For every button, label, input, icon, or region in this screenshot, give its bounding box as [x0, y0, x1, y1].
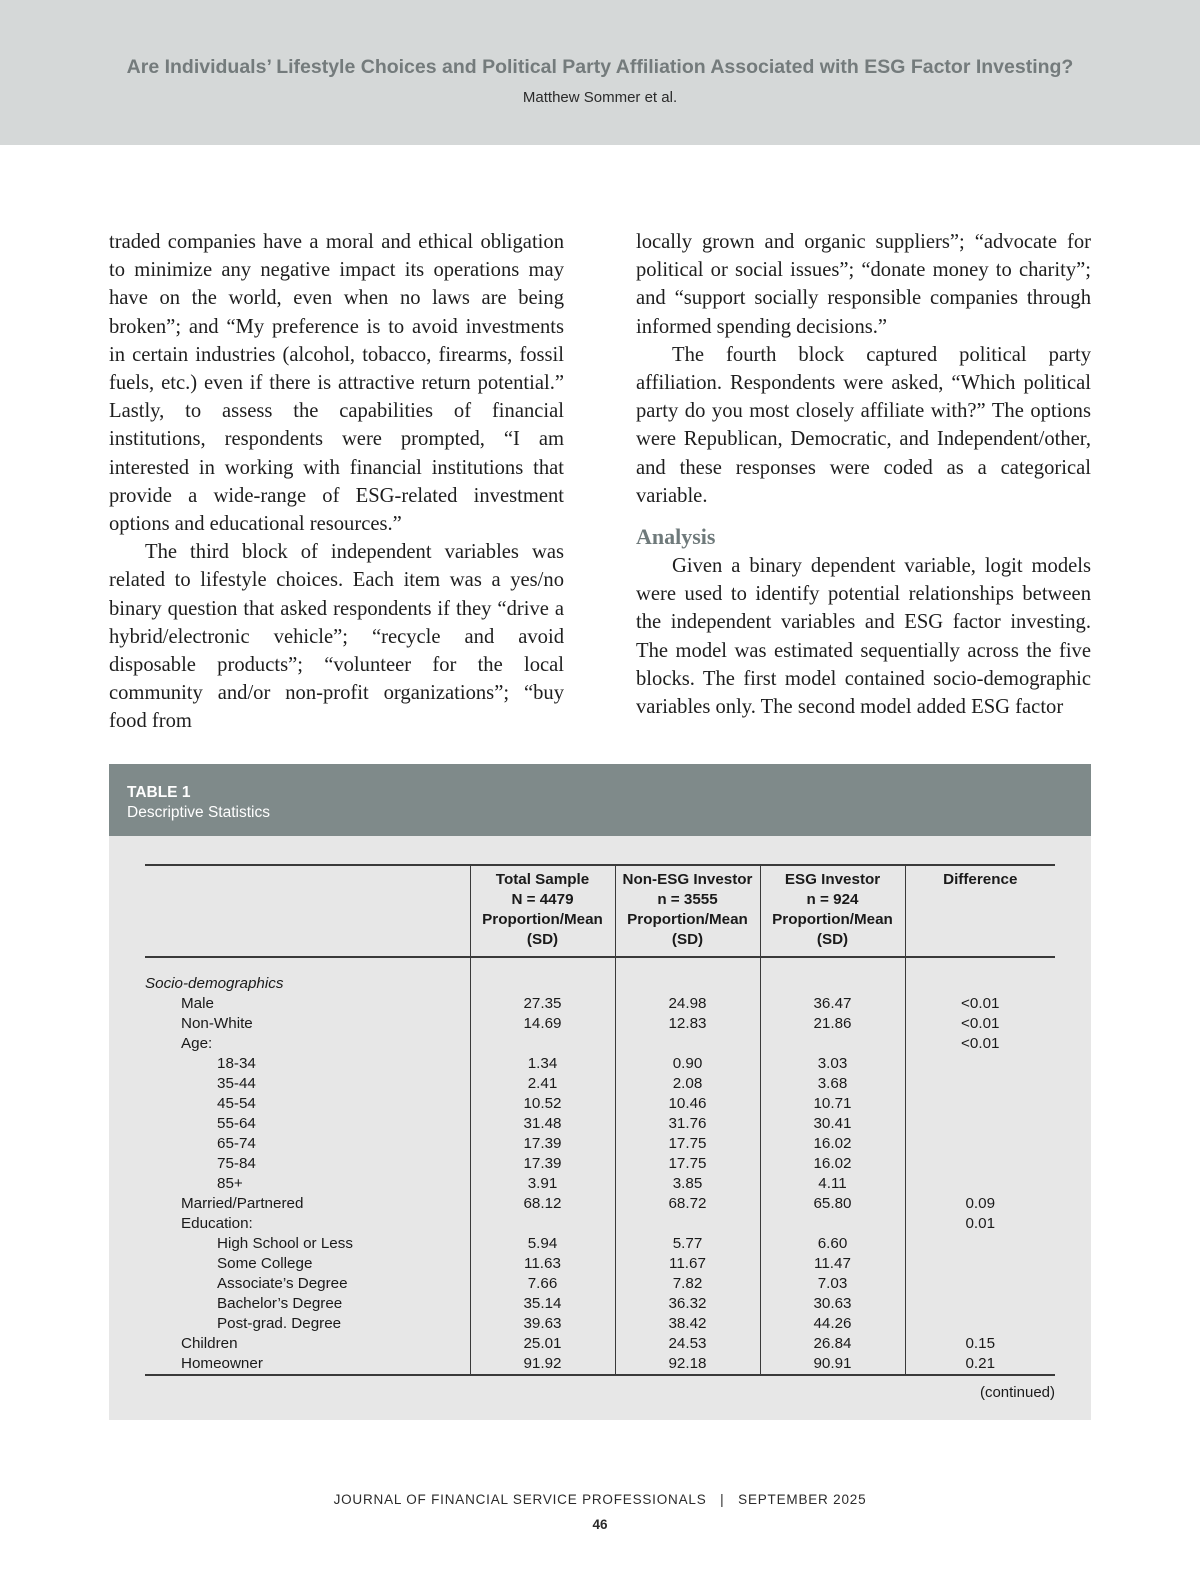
non-esg-value: 10.46	[615, 1094, 760, 1114]
difference-value: <0.01	[905, 1014, 1055, 1034]
page-number: 46	[592, 1517, 608, 1532]
table-row	[145, 1274, 1055, 1294]
non-esg-value: 38.42	[615, 1314, 760, 1334]
esg-value: 65.80	[760, 1194, 905, 1214]
esg-value: 3.68	[760, 1074, 905, 1094]
row-label: Children	[181, 1335, 238, 1352]
non-esg-value: 92.18	[615, 1354, 760, 1375]
section-row	[145, 974, 1055, 994]
total-sample-value: 68.12	[470, 1194, 615, 1214]
paragraph: locally grown and organic suppliers”; “advocate for political or social issues”; “donate money to charity”; and “support socially responsible companies through informed spending decisions.”	[636, 231, 1091, 338]
difference-value	[905, 1174, 1055, 1194]
row-label: 55-64	[217, 1115, 256, 1132]
header-cell-non-esg: Non-ESG Investor n = 3555 Proportion/Mean (SD)	[615, 865, 760, 957]
difference-value	[905, 1134, 1055, 1154]
table-title: Descriptive Statistics	[127, 804, 270, 821]
total-sample-value: 14.69	[470, 1014, 615, 1034]
total-sample-value	[470, 1034, 615, 1054]
total-sample-value: 27.35	[470, 994, 615, 1014]
journal-name: JOURNAL OF FINANCIAL SERVICE PROFESSIONALS	[333, 1492, 707, 1507]
table-row	[145, 1334, 1055, 1354]
esg-value: 36.47	[760, 994, 905, 1014]
total-sample-value: 3.91	[470, 1174, 615, 1194]
row-label: Age:	[181, 1035, 213, 1052]
difference-value	[905, 1314, 1055, 1334]
table-body	[145, 957, 1055, 1375]
row-label: 75-84	[217, 1155, 256, 1172]
esg-value: 6.60	[760, 1234, 905, 1254]
table-row	[145, 1254, 1055, 1274]
row-label: 65-74	[217, 1135, 256, 1152]
table-row	[145, 1294, 1055, 1314]
esg-value: 90.91	[760, 1354, 905, 1375]
table-row	[145, 1154, 1055, 1174]
esg-value: 30.63	[760, 1294, 905, 1314]
header-cell-difference: Difference	[905, 865, 1055, 957]
non-esg-value: 17.75	[615, 1134, 760, 1154]
row-label: 85+	[217, 1175, 243, 1192]
esg-value: 10.71	[760, 1094, 905, 1114]
table-row	[145, 1314, 1055, 1334]
table-row	[145, 994, 1055, 1014]
issue-date: SEPTEMBER 2025	[738, 1492, 867, 1507]
esg-value: 16.02	[760, 1154, 905, 1174]
esg-value: 7.03	[760, 1274, 905, 1294]
non-esg-value: 2.08	[615, 1074, 760, 1094]
table-1	[109, 764, 1091, 1420]
paragraph: The fourth block captured political party affiliation. Respondents were asked, “Which political party do you most closely affiliate with?” The options were Republican, Democratic, and Independent/other, and these responses were coded as a categorical variable.	[636, 343, 1091, 507]
paragraph: Given a binary dependent variable, logit models were used to identify potential relationships between the independent variables and ESG factor investing. The model was estimated sequentially across the five blocks. The first model contained socio-demographic variables only. The second model added ESG factor	[636, 555, 1091, 719]
difference-value	[905, 1294, 1055, 1314]
section-label: Socio-demographics	[145, 975, 284, 992]
header-cell-esg: ESG Investor n = 924 Proportion/Mean (SD)	[760, 865, 905, 957]
total-sample-value: 35.14	[470, 1294, 615, 1314]
row-label: Post-grad. Degree	[217, 1315, 342, 1332]
table-row	[145, 1134, 1055, 1154]
total-sample-value: 39.63	[470, 1314, 615, 1334]
body-column-right	[636, 228, 1091, 721]
esg-value: 3.03	[760, 1054, 905, 1074]
row-label: 18-34	[217, 1055, 256, 1072]
row-label: Male	[181, 995, 214, 1012]
difference-value: <0.01	[905, 994, 1055, 1014]
total-sample-value: 5.94	[470, 1234, 615, 1254]
total-sample-value: 10.52	[470, 1094, 615, 1114]
footer-separator: |	[720, 1492, 725, 1507]
non-esg-value: 12.83	[615, 1014, 760, 1034]
table-row	[145, 1194, 1055, 1214]
total-sample-value: 25.01	[470, 1334, 615, 1354]
running-header	[0, 0, 1200, 145]
non-esg-value: 5.77	[615, 1234, 760, 1254]
footer-journal-line	[0, 1492, 1200, 1507]
table-row	[145, 1354, 1055, 1375]
difference-value: <0.01	[905, 1034, 1055, 1054]
difference-value: 0.15	[905, 1334, 1055, 1354]
row-label: Homeowner	[145, 1354, 470, 1375]
difference-value	[905, 1254, 1055, 1274]
esg-value: 30.41	[760, 1114, 905, 1134]
difference-value	[905, 1154, 1055, 1174]
table-row	[145, 1014, 1055, 1034]
paragraph: The third block of independent variables was related to lifestyle choices. Each item was a yes/no binary question that asked respondents if they “drive a hybrid/electronic vehicle”; “recycle and avoid disposable products”; “volunteer for the local community and/or non-profit organizations”; “buy food from	[109, 541, 564, 733]
difference-value	[905, 1234, 1055, 1254]
row-label: Associate’s Degree	[217, 1275, 348, 1292]
article-title: Are Individuals’ Lifestyle Choices and Political Party Affiliation Associated with ESG Factor Investing?	[126, 56, 1074, 78]
row-label: Some College	[217, 1255, 313, 1272]
total-sample-value: 1.34	[470, 1054, 615, 1074]
difference-value	[905, 1274, 1055, 1294]
esg-value: 4.11	[760, 1174, 905, 1194]
esg-value: 21.86	[760, 1014, 905, 1034]
row-label: 45-54	[217, 1095, 256, 1112]
total-sample-value: 31.48	[470, 1114, 615, 1134]
total-sample-value: 2.41	[470, 1074, 615, 1094]
non-esg-value: 24.53	[615, 1334, 760, 1354]
esg-value: 44.26	[760, 1314, 905, 1334]
difference-value	[905, 1054, 1055, 1074]
total-sample-value: 7.66	[470, 1274, 615, 1294]
difference-value: 0.01	[905, 1214, 1055, 1234]
table-row	[145, 1114, 1055, 1134]
non-esg-value: 24.98	[615, 994, 760, 1014]
non-esg-value	[615, 1034, 760, 1054]
table-caption	[109, 764, 1091, 836]
continued-note: (continued)	[979, 1384, 1055, 1401]
body-column-left	[109, 228, 564, 736]
row-label: Married/Partnered	[181, 1195, 304, 1212]
row-label: Education:	[181, 1215, 253, 1232]
paragraph: traded companies have a moral and ethical obligation to minimize any negative impact its operations may have on the world, even when no laws are being broken”; and “My preference is to avoid investments in certain industries (alcohol, tobacco, firearms, fossil fuels, etc.) even if there is attractive return potential.” Lastly, to assess the capabilities of financial institutions, respondents were prompted, “I am interested in working with financial institutions that provide a wide-range of ESG-related investment options and educational resources.”	[109, 231, 564, 536]
table-label: TABLE 1	[127, 784, 191, 801]
esg-value: 26.84	[760, 1334, 905, 1354]
total-sample-value: 17.39	[470, 1134, 615, 1154]
difference-value	[905, 1094, 1055, 1114]
esg-value: 16.02	[760, 1134, 905, 1154]
non-esg-value: 11.67	[615, 1254, 760, 1274]
descriptive-statistics-table	[145, 864, 1055, 1376]
row-label: Non-White	[181, 1015, 253, 1032]
row-label: 35-44	[217, 1075, 256, 1092]
non-esg-value: 3.85	[615, 1174, 760, 1194]
non-esg-value: 7.82	[615, 1274, 760, 1294]
non-esg-value: 68.72	[615, 1194, 760, 1214]
table-header-row	[145, 865, 1055, 957]
table-row	[145, 1034, 1055, 1054]
difference-value	[905, 1074, 1055, 1094]
non-esg-value: 0.90	[615, 1054, 760, 1074]
header-cell-label	[145, 865, 470, 957]
esg-value	[760, 1034, 905, 1054]
article-authors: Matthew Sommer et al.	[522, 89, 678, 106]
difference-value: 0.09	[905, 1194, 1055, 1214]
table-row	[145, 1174, 1055, 1194]
section-heading: Analysis	[636, 524, 716, 550]
row-label: Bachelor’s Degree	[217, 1295, 343, 1312]
difference-value	[905, 1114, 1055, 1134]
difference-value: 0.21	[905, 1354, 1055, 1375]
table-row	[145, 1234, 1055, 1254]
total-sample-value: 91.92	[470, 1354, 615, 1375]
spacer-row	[145, 957, 1055, 974]
table-row	[145, 1074, 1055, 1094]
non-esg-value: 31.76	[615, 1114, 760, 1134]
table-row	[145, 1054, 1055, 1074]
table-row	[145, 1094, 1055, 1114]
total-sample-value: 17.39	[470, 1154, 615, 1174]
row-label: High School or Less	[217, 1235, 353, 1252]
non-esg-value	[615, 1214, 760, 1234]
non-esg-value: 36.32	[615, 1294, 760, 1314]
total-sample-value: 11.63	[470, 1254, 615, 1274]
esg-value	[760, 1214, 905, 1234]
table-row	[145, 1214, 1055, 1234]
total-sample-value	[470, 1214, 615, 1234]
esg-value: 11.47	[760, 1254, 905, 1274]
non-esg-value: 17.75	[615, 1154, 760, 1174]
header-cell-total-sample: Total Sample N = 4479 Proportion/Mean (SD)	[470, 865, 615, 957]
